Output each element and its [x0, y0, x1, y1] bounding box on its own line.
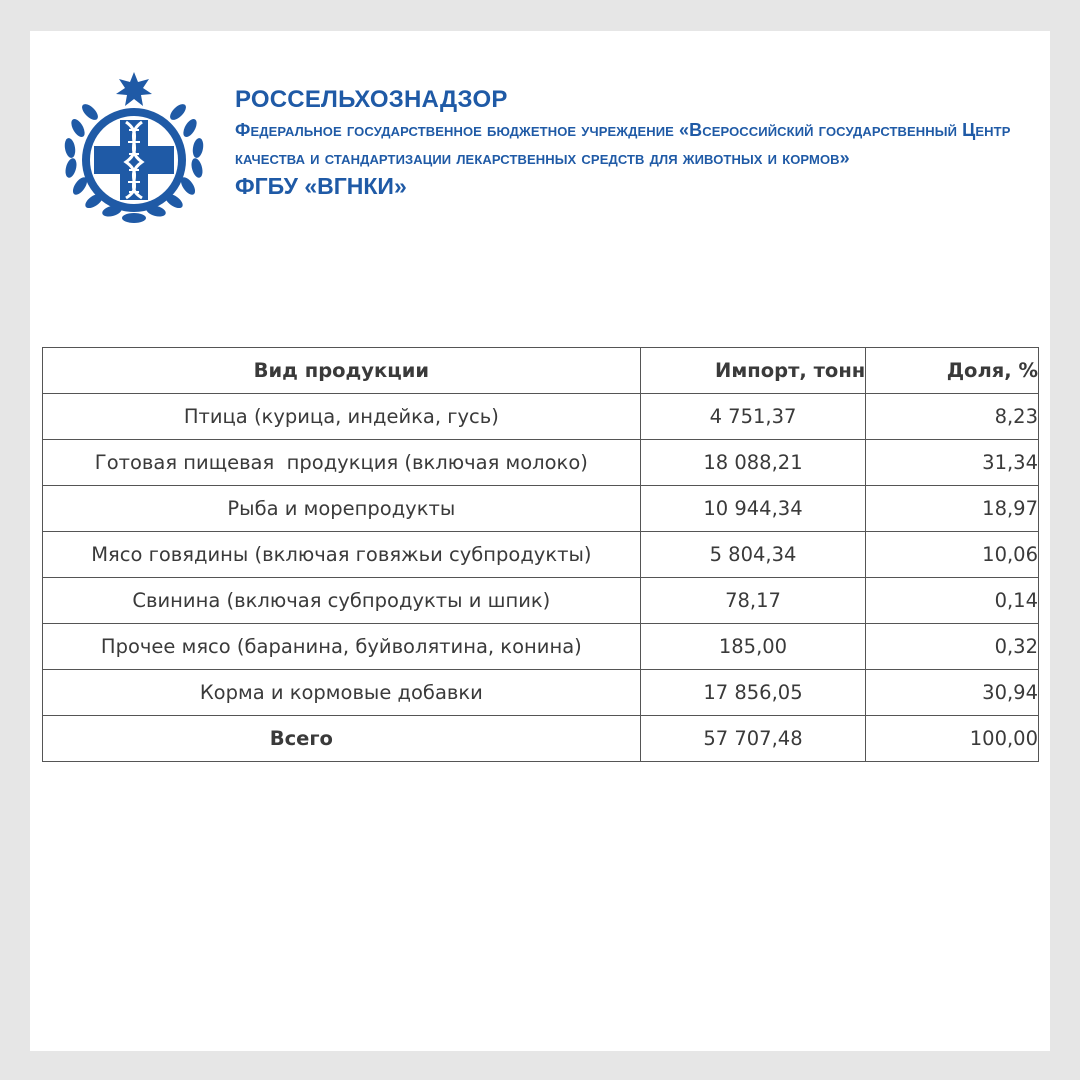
- table-row: [43, 578, 1039, 624]
- table-row: [43, 394, 1039, 440]
- institution-name: Федеральное государственное бюджетное учреждение «Всероссийский государственный Центр качества и стандартизации лекарственных средств для животных и кормов»: [235, 120, 1011, 168]
- import-cell: 10 944,34: [640, 486, 866, 532]
- agency-name: РОССЕЛЬХОЗНАДЗОР: [235, 86, 508, 113]
- product-cell: Прочее мясо (баранина, буйволятина, конина): [43, 624, 641, 670]
- table-row: [43, 486, 1039, 532]
- column-header-import: Импорт, тонн: [640, 348, 866, 394]
- table-total-row: [43, 716, 1039, 762]
- table-row: [43, 440, 1039, 486]
- product-cell: Рыба и морепродукты: [43, 486, 641, 532]
- table-header-row: [43, 348, 1039, 394]
- import-cell: 78,17: [640, 578, 866, 624]
- import-cell: 18 088,21: [640, 440, 866, 486]
- share-cell: 8,23: [866, 394, 1039, 440]
- total-label: Всего: [43, 716, 641, 762]
- import-cell: 17 856,05: [640, 670, 866, 716]
- table-row: [43, 532, 1039, 578]
- share-cell: 10,06: [866, 532, 1039, 578]
- product-cell: Мясо говядины (включая говяжьи субпродукты): [43, 532, 641, 578]
- product-cell: Корма и кормовые добавки: [43, 670, 641, 716]
- total-import-cell: 57 707,48: [640, 716, 866, 762]
- table-row: [43, 670, 1039, 716]
- product-cell: Птица (курица, индейка, гусь): [43, 394, 641, 440]
- share-cell: 31,34: [866, 440, 1039, 486]
- share-cell: 0,32: [866, 624, 1039, 670]
- column-header-share: Доля, %: [866, 348, 1039, 394]
- table-row: [43, 624, 1039, 670]
- total-share-cell: 100,00: [866, 716, 1039, 762]
- rosselkhoznadzor-emblem-icon: [60, 70, 208, 226]
- column-header-product: Вид продукции: [43, 348, 641, 394]
- header: [235, 86, 1035, 200]
- share-cell: 18,97: [866, 486, 1039, 532]
- import-cell: 5 804,34: [640, 532, 866, 578]
- import-table: [42, 347, 1039, 762]
- product-cell: Готовая пищевая продукция (включая молоко): [43, 440, 641, 486]
- share-cell: 30,94: [866, 670, 1039, 716]
- product-cell: Свинина (включая субпродукты и шпик): [43, 578, 641, 624]
- import-cell: 4 751,37: [640, 394, 866, 440]
- institution-abbreviation: ФГБУ «ВГНКИ»: [235, 173, 407, 199]
- import-cell: 185,00: [640, 624, 866, 670]
- share-cell: 0,14: [866, 578, 1039, 624]
